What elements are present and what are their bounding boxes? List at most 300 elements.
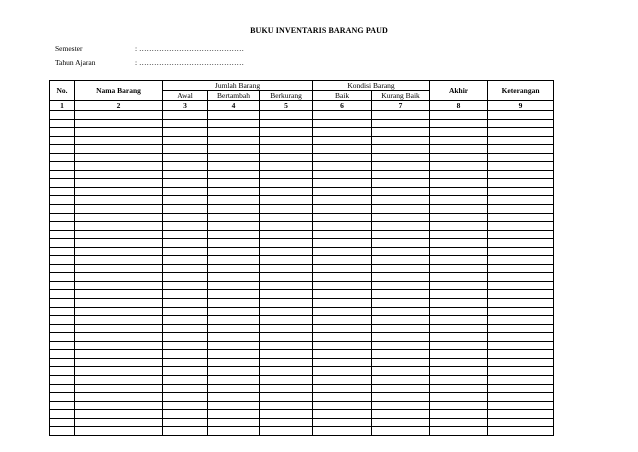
table-cell (50, 299, 75, 308)
table-cell (163, 230, 208, 239)
table-cell (208, 273, 260, 282)
table-cell (50, 401, 75, 410)
header-kondisi-barang: Kondisi Barang (313, 81, 430, 91)
table-cell (260, 358, 313, 367)
table-cell (50, 427, 75, 436)
table-cell (372, 316, 430, 325)
table-cell (163, 410, 208, 419)
header-jumlah-barang: Jumlah Barang (163, 81, 313, 91)
table-cell (50, 153, 75, 162)
table-cell (260, 230, 313, 239)
table-cell (75, 153, 163, 162)
table-cell (430, 119, 488, 128)
table-cell (372, 384, 430, 393)
table-cell (260, 299, 313, 308)
table-cell (313, 230, 372, 239)
table-cell (208, 205, 260, 214)
table-cell (488, 350, 554, 359)
table-cell (75, 256, 163, 265)
table-cell (75, 273, 163, 282)
table-cell (163, 187, 208, 196)
table-cell (372, 393, 430, 402)
header-baik: Baik (313, 91, 372, 101)
table-cell (430, 307, 488, 316)
table-row (50, 341, 554, 350)
table-cell (430, 375, 488, 384)
table-cell (163, 341, 208, 350)
table-cell (50, 410, 75, 419)
table-cell (430, 273, 488, 282)
table-cell (75, 358, 163, 367)
table-row (50, 290, 554, 299)
table-cell (163, 281, 208, 290)
table-cell (163, 427, 208, 436)
table-cell (313, 213, 372, 222)
header-bertambah: Bertambah (208, 91, 260, 101)
table-cell (488, 273, 554, 282)
table-row (50, 324, 554, 333)
table-cell (430, 367, 488, 376)
table-cell (208, 230, 260, 239)
table-row (50, 333, 554, 342)
table-cell (372, 358, 430, 367)
table-cell (313, 290, 372, 299)
table-row (50, 162, 554, 171)
table-cell (372, 111, 430, 120)
table-cell (488, 316, 554, 325)
table-cell (208, 170, 260, 179)
table-row (50, 418, 554, 427)
table-cell (163, 393, 208, 402)
table-cell (488, 222, 554, 231)
table-cell (50, 393, 75, 402)
column-number: 7 (372, 101, 430, 111)
table-cell (75, 119, 163, 128)
table-cell (260, 427, 313, 436)
table-cell (75, 145, 163, 154)
table-cell (50, 307, 75, 316)
table-cell (260, 367, 313, 376)
table-cell (372, 230, 430, 239)
header-keterangan: Keterangan (488, 81, 554, 101)
column-number: 3 (163, 101, 208, 111)
table-cell (488, 281, 554, 290)
table-cell (372, 153, 430, 162)
table-cell (488, 401, 554, 410)
table-cell (75, 128, 163, 137)
table-cell (430, 316, 488, 325)
table-cell (372, 145, 430, 154)
table-cell (372, 239, 430, 248)
table-cell (372, 162, 430, 171)
table-cell (430, 290, 488, 299)
table-cell (430, 410, 488, 419)
table-cell (372, 256, 430, 265)
table-row (50, 393, 554, 402)
table-cell (208, 247, 260, 256)
table-cell (430, 213, 488, 222)
table-cell (313, 247, 372, 256)
table-cell (488, 427, 554, 436)
table-cell (50, 239, 75, 248)
inventory-table-body (50, 111, 554, 436)
table-cell (208, 384, 260, 393)
table-cell (50, 256, 75, 265)
table-cell (430, 256, 488, 265)
header-no: No. (50, 81, 75, 101)
table-cell (208, 119, 260, 128)
table-cell (430, 384, 488, 393)
table-cell (372, 170, 430, 179)
table-cell (208, 341, 260, 350)
column-number: 9 (488, 101, 554, 111)
table-cell (313, 307, 372, 316)
table-cell (163, 307, 208, 316)
table-cell (50, 384, 75, 393)
document-title: BUKU INVENTARIS BARANG PAUD (250, 26, 388, 35)
table-cell (75, 307, 163, 316)
table-cell (75, 187, 163, 196)
table-cell (208, 367, 260, 376)
semester-label: Semester (55, 44, 83, 53)
table-cell (488, 187, 554, 196)
tahun-ajaran-line (55, 58, 244, 68)
table-cell (313, 153, 372, 162)
table-cell (208, 179, 260, 188)
table-cell (50, 162, 75, 171)
table-cell (372, 205, 430, 214)
column-number: 1 (50, 101, 75, 111)
table-cell (313, 358, 372, 367)
tahun-ajaran-value: : …………………………………… (135, 58, 244, 67)
table-row (50, 179, 554, 188)
table-cell (313, 393, 372, 402)
table-cell (260, 341, 313, 350)
table-cell (75, 222, 163, 231)
table-cell (75, 367, 163, 376)
table-cell (75, 239, 163, 248)
table-cell (163, 213, 208, 222)
table-row (50, 264, 554, 273)
table-cell (430, 111, 488, 120)
table-cell (313, 264, 372, 273)
table-cell (372, 367, 430, 376)
table-cell (75, 111, 163, 120)
table-cell (488, 358, 554, 367)
table-row (50, 307, 554, 316)
table-cell (260, 222, 313, 231)
table-cell (430, 324, 488, 333)
table-cell (430, 153, 488, 162)
table-cell (260, 418, 313, 427)
table-cell (50, 333, 75, 342)
table-cell (208, 256, 260, 265)
table-cell (313, 128, 372, 137)
column-number: 8 (430, 101, 488, 111)
table-row (50, 239, 554, 248)
table-cell (208, 333, 260, 342)
table-cell (75, 299, 163, 308)
table-row (50, 367, 554, 376)
table-cell (163, 290, 208, 299)
table-cell (163, 162, 208, 171)
table-cell (208, 196, 260, 205)
column-number: 2 (75, 101, 163, 111)
table-cell (372, 299, 430, 308)
table-cell (208, 281, 260, 290)
table-row (50, 111, 554, 120)
table-cell (260, 153, 313, 162)
table-cell (488, 299, 554, 308)
table-cell (313, 316, 372, 325)
table-cell (372, 418, 430, 427)
table-cell (208, 307, 260, 316)
table-row (50, 170, 554, 179)
table-cell (75, 205, 163, 214)
table-cell (208, 358, 260, 367)
table-row (50, 213, 554, 222)
table-cell (208, 393, 260, 402)
table-cell (430, 187, 488, 196)
table-cell (372, 375, 430, 384)
table-row (50, 316, 554, 325)
table-cell (163, 384, 208, 393)
table-cell (260, 162, 313, 171)
table-cell (208, 410, 260, 419)
table-cell (50, 273, 75, 282)
table-cell (313, 179, 372, 188)
header-berkurang: Berkurang (260, 91, 313, 101)
table-cell (163, 264, 208, 273)
table-row (50, 410, 554, 419)
table-cell (75, 350, 163, 359)
table-cell (50, 290, 75, 299)
table-cell (75, 136, 163, 145)
table-cell (260, 136, 313, 145)
table-cell (260, 375, 313, 384)
table-cell (75, 179, 163, 188)
table-cell (430, 205, 488, 214)
table-cell (260, 196, 313, 205)
table-cell (313, 145, 372, 154)
table-cell (163, 111, 208, 120)
table-cell (50, 264, 75, 273)
table-cell (75, 401, 163, 410)
table-cell (50, 128, 75, 137)
table-cell (372, 341, 430, 350)
table-cell (50, 187, 75, 196)
table-cell (50, 375, 75, 384)
table-cell (50, 213, 75, 222)
table-cell (488, 213, 554, 222)
table-cell (488, 418, 554, 427)
table-cell (260, 111, 313, 120)
table-cell (50, 316, 75, 325)
table-cell (260, 119, 313, 128)
table-cell (163, 401, 208, 410)
table-cell (260, 410, 313, 419)
table-cell (313, 222, 372, 231)
table-cell (313, 401, 372, 410)
table-cell (260, 264, 313, 273)
table-cell (488, 230, 554, 239)
table-cell (488, 196, 554, 205)
header-kurang-baik: Kurang Baik (372, 91, 430, 101)
table-cell (430, 170, 488, 179)
table-cell (488, 170, 554, 179)
table-cell (313, 162, 372, 171)
table-cell (50, 418, 75, 427)
table-cell (208, 239, 260, 248)
table-cell (260, 393, 313, 402)
table-cell (163, 128, 208, 137)
table-cell (372, 427, 430, 436)
table-cell (488, 264, 554, 273)
table-cell (430, 418, 488, 427)
table-cell (430, 281, 488, 290)
table-cell (75, 196, 163, 205)
table-row (50, 222, 554, 231)
table-cell (208, 401, 260, 410)
table-cell (208, 153, 260, 162)
table-cell (260, 384, 313, 393)
table-cell (313, 170, 372, 179)
table-cell (313, 418, 372, 427)
table-cell (163, 358, 208, 367)
table-cell (430, 333, 488, 342)
table-cell (372, 264, 430, 273)
table-cell (372, 119, 430, 128)
table-cell (260, 324, 313, 333)
table-cell (260, 170, 313, 179)
table-row (50, 205, 554, 214)
table-cell (75, 230, 163, 239)
table-cell (430, 264, 488, 273)
table-cell (50, 230, 75, 239)
table-cell (75, 393, 163, 402)
table-cell (163, 256, 208, 265)
table-cell (75, 384, 163, 393)
table-cell (208, 350, 260, 359)
table-cell (163, 170, 208, 179)
table-cell (208, 316, 260, 325)
table-cell (163, 222, 208, 231)
table-cell (208, 375, 260, 384)
table-cell (313, 324, 372, 333)
table-cell (313, 333, 372, 342)
table-cell (163, 179, 208, 188)
table-cell (75, 324, 163, 333)
table-cell (430, 341, 488, 350)
table-cell (75, 170, 163, 179)
tahun-ajaran-label: Tahun Ajaran (55, 58, 96, 67)
table-cell (430, 299, 488, 308)
table-cell (260, 205, 313, 214)
column-number: 5 (260, 101, 313, 111)
table-cell (208, 222, 260, 231)
semester-line (55, 44, 244, 54)
table-cell (75, 410, 163, 419)
table-cell (75, 375, 163, 384)
table-row (50, 153, 554, 162)
table-cell (488, 179, 554, 188)
table-cell (260, 128, 313, 137)
table-cell (50, 247, 75, 256)
table-row (50, 119, 554, 128)
table-cell (50, 170, 75, 179)
table-cell (488, 324, 554, 333)
table-cell (260, 333, 313, 342)
table-cell (163, 153, 208, 162)
table-cell (313, 136, 372, 145)
table-cell (208, 111, 260, 120)
table-cell (372, 247, 430, 256)
table-cell (260, 213, 313, 222)
table-cell (75, 213, 163, 222)
table-cell (50, 179, 75, 188)
table-cell (75, 316, 163, 325)
table-cell (372, 333, 430, 342)
table-cell (372, 213, 430, 222)
table-cell (75, 264, 163, 273)
table-cell (208, 418, 260, 427)
table-cell (260, 256, 313, 265)
table-row (50, 401, 554, 410)
table-row (50, 256, 554, 265)
table-cell (488, 119, 554, 128)
table-cell (208, 145, 260, 154)
table-cell (313, 196, 372, 205)
table-cell (430, 230, 488, 239)
table-cell (488, 205, 554, 214)
table-cell (430, 239, 488, 248)
table-cell (163, 418, 208, 427)
table-cell (488, 393, 554, 402)
table-cell (488, 247, 554, 256)
table-cell (313, 111, 372, 120)
table-row (50, 187, 554, 196)
table-cell (488, 256, 554, 265)
table-row (50, 350, 554, 359)
table-row (50, 145, 554, 154)
table-cell (208, 324, 260, 333)
table-cell (313, 205, 372, 214)
table-cell (208, 162, 260, 171)
table-cell (260, 145, 313, 154)
table-cell (208, 290, 260, 299)
table-cell (372, 307, 430, 316)
table-cell (488, 153, 554, 162)
table-cell (372, 128, 430, 137)
table-cell (260, 307, 313, 316)
table-cell (163, 247, 208, 256)
table-cell (488, 136, 554, 145)
table-cell (430, 358, 488, 367)
table-cell (488, 367, 554, 376)
table-cell (313, 239, 372, 248)
table-cell (75, 333, 163, 342)
column-number: 6 (313, 101, 372, 111)
table-cell (372, 401, 430, 410)
table-cell (488, 239, 554, 248)
table-row (50, 299, 554, 308)
table-cell (163, 205, 208, 214)
table-cell (50, 222, 75, 231)
table-cell (430, 128, 488, 137)
table-cell (313, 299, 372, 308)
table-cell (372, 187, 430, 196)
table-cell (488, 128, 554, 137)
